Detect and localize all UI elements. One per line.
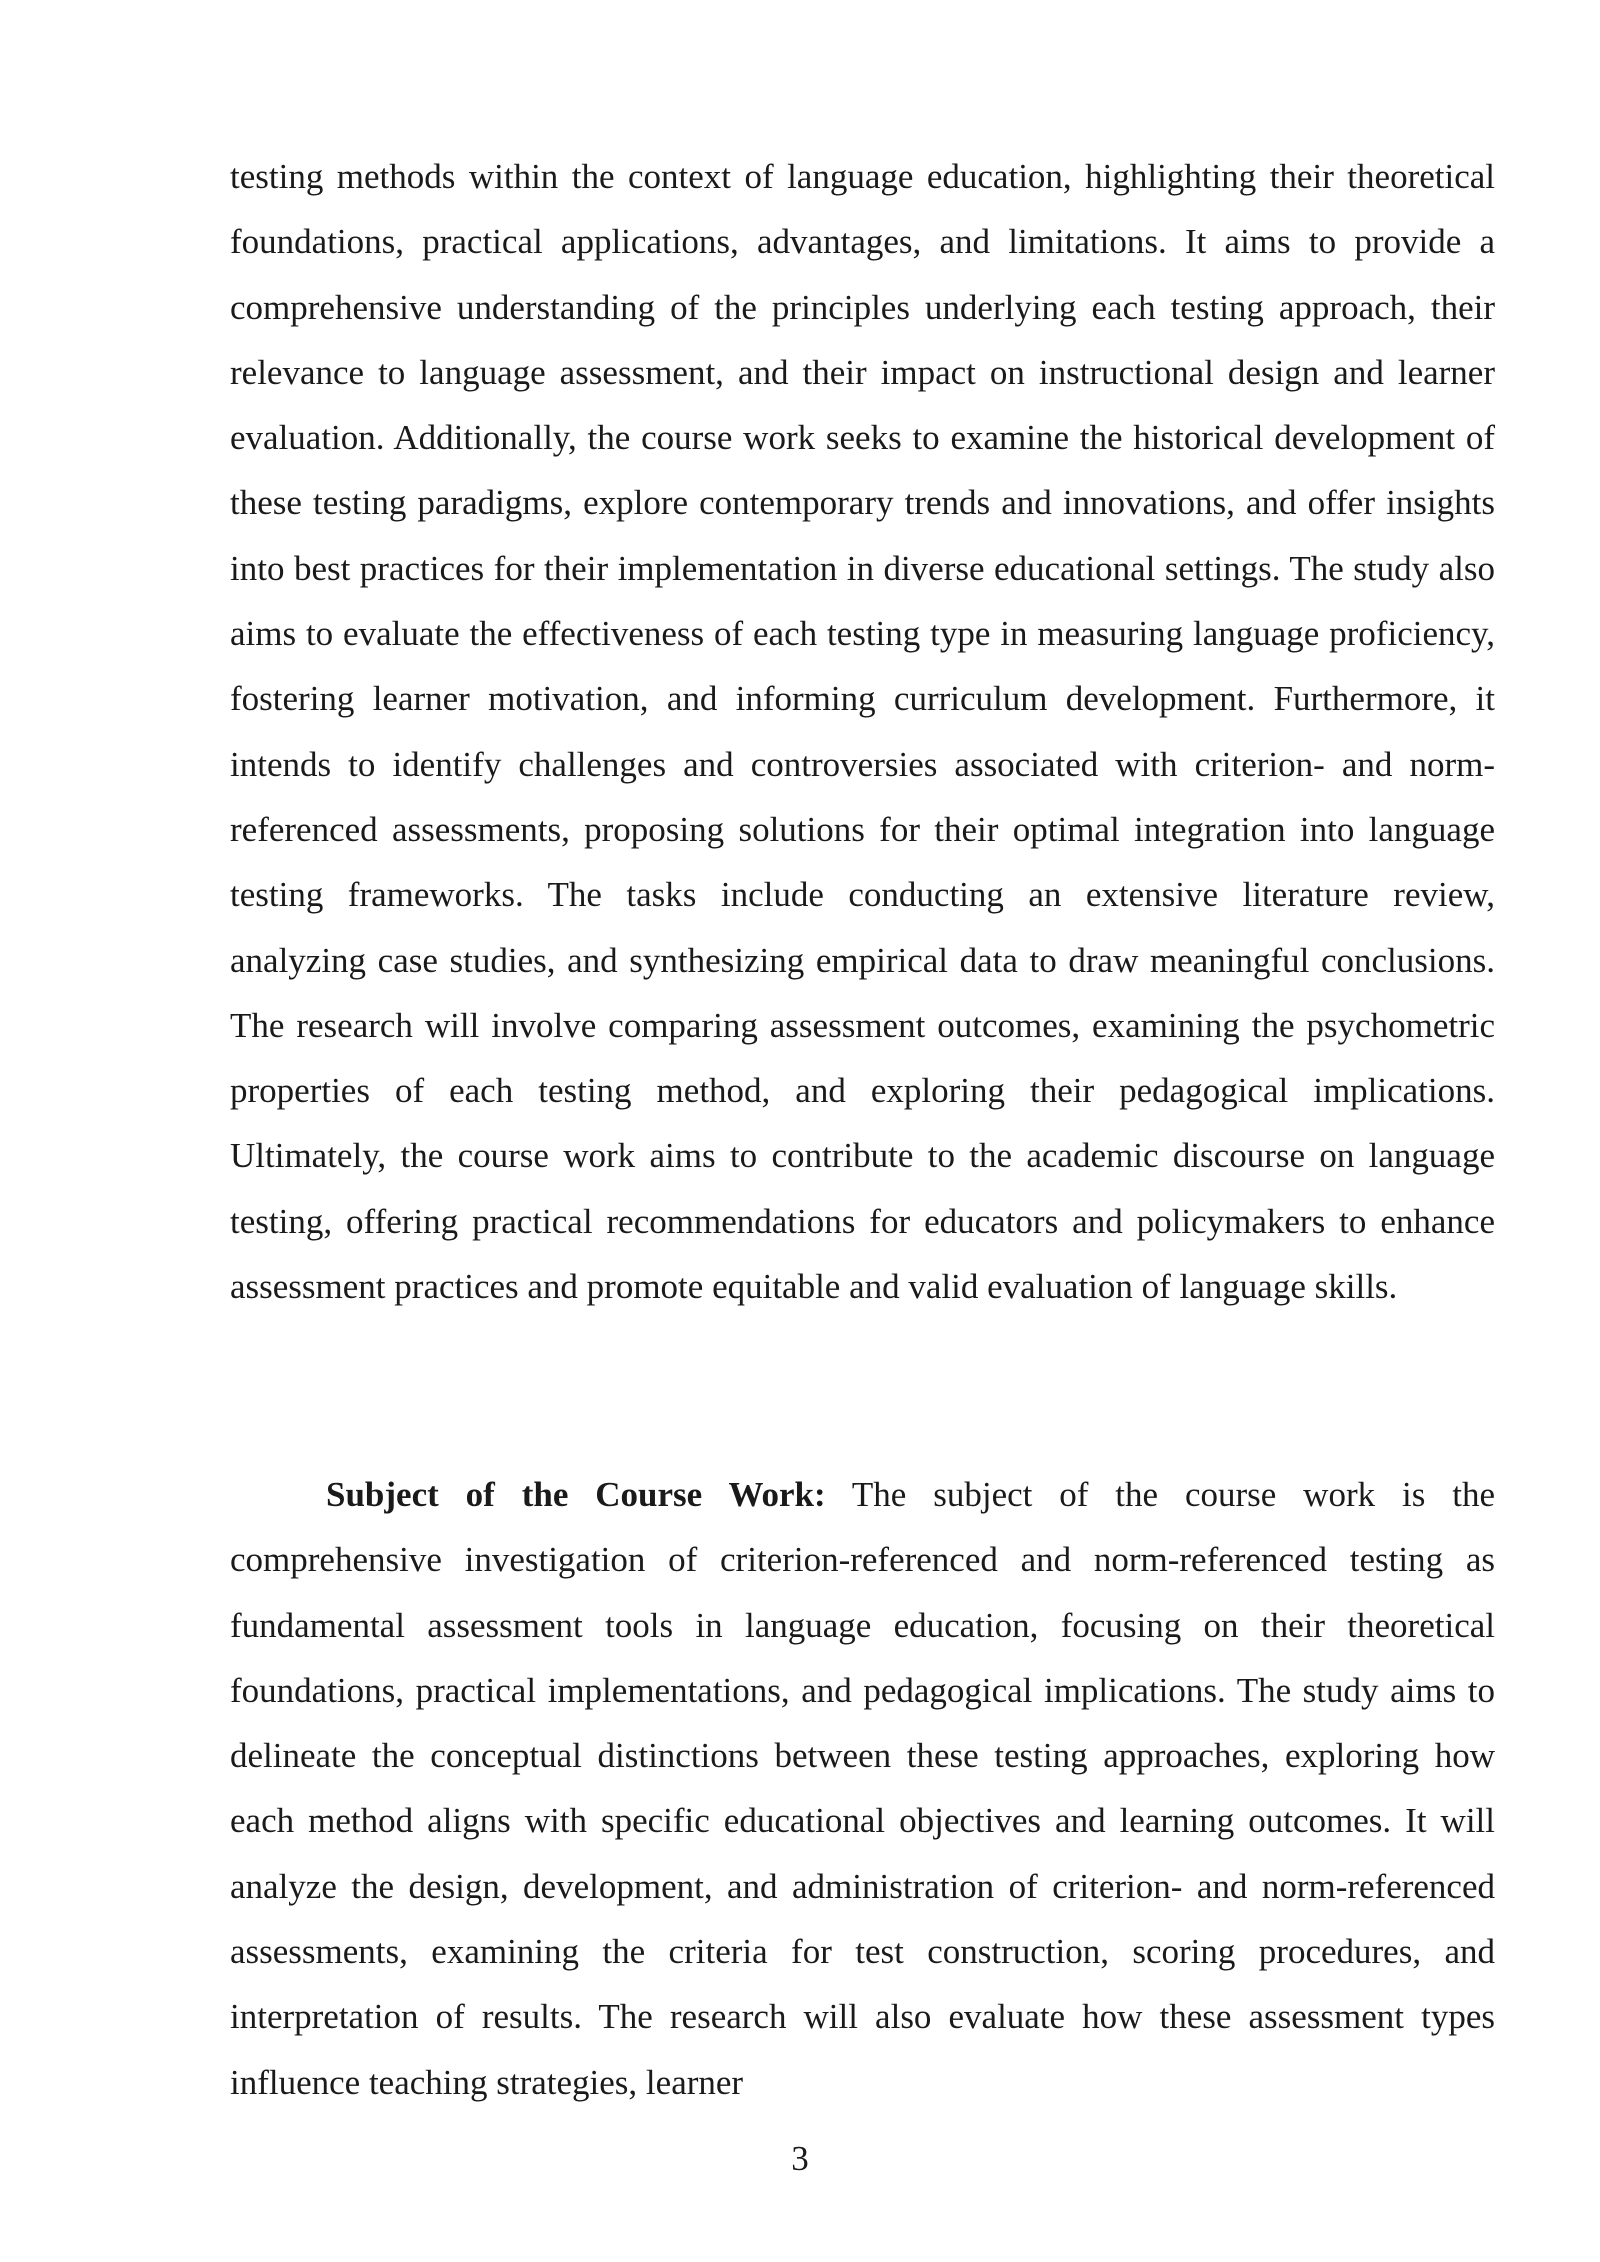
body-paragraph-objectives: testing methods within the context of language education, highlighting their theoretical foundations, practical applications, advantages, and limitations. It aims to provide a comprehensive understanding of the principles underlying each testing approach, their relevance to language assessment, and their impact on instructional design and learner evaluation. Additionally, the course work seeks to examine the historical development of these testing paradigms, explore contemporary trends and innovations, and offer insights into best practices for their implementation in diverse educational settings. The study also aims to evaluate the effectiveness of each testing type in measuring language proficiency, fostering learner motivation, and informing curriculum development. Furthermore, it intends to identify challenges and controversies associated with criterion- and norm-referenced assessments, proposing solutions for their optimal integration into language testing frameworks. The tasks include conducting an extensive literature review, analyzing case studies, and synthesizing empirical data to draw meaningful conclusions. The research will involve comparing assessment outcomes, examining the psychometric properties of each testing method, and exploring their pedagogical implications. Ultimately, the course work aims to contribute to the academic discourse on language testing, offering practical recommendations for educators and policymakers to enhance assessment practices and promote equitable and valid evaluation of language skills. xyxy=(230,157,1495,1307)
subject-heading: Subject of the Course Work: xyxy=(326,1475,826,1514)
page-number: 3 xyxy=(791,2139,809,2178)
body-paragraph-subject xyxy=(230,1462,1495,2115)
subject-text: The subject of the course work is the comprehensive investigation of criterion-referenced and norm-referenced testing as fundamental assessment tools in language education, focusing on their theoretical foundations, practical implementations, and pedagogical implications. The study aims to delineate the conceptual distinctions between these testing approaches, exploring how each method aligns with specific educational objectives and learning outcomes. It will analyze the design, development, and administration of criterion- and norm-referenced assessments, examining the criteria for test construction, scoring procedures, and interpretation of results. The research will also evaluate how these assessment types influence teaching strategies, learner xyxy=(230,1475,1496,2102)
